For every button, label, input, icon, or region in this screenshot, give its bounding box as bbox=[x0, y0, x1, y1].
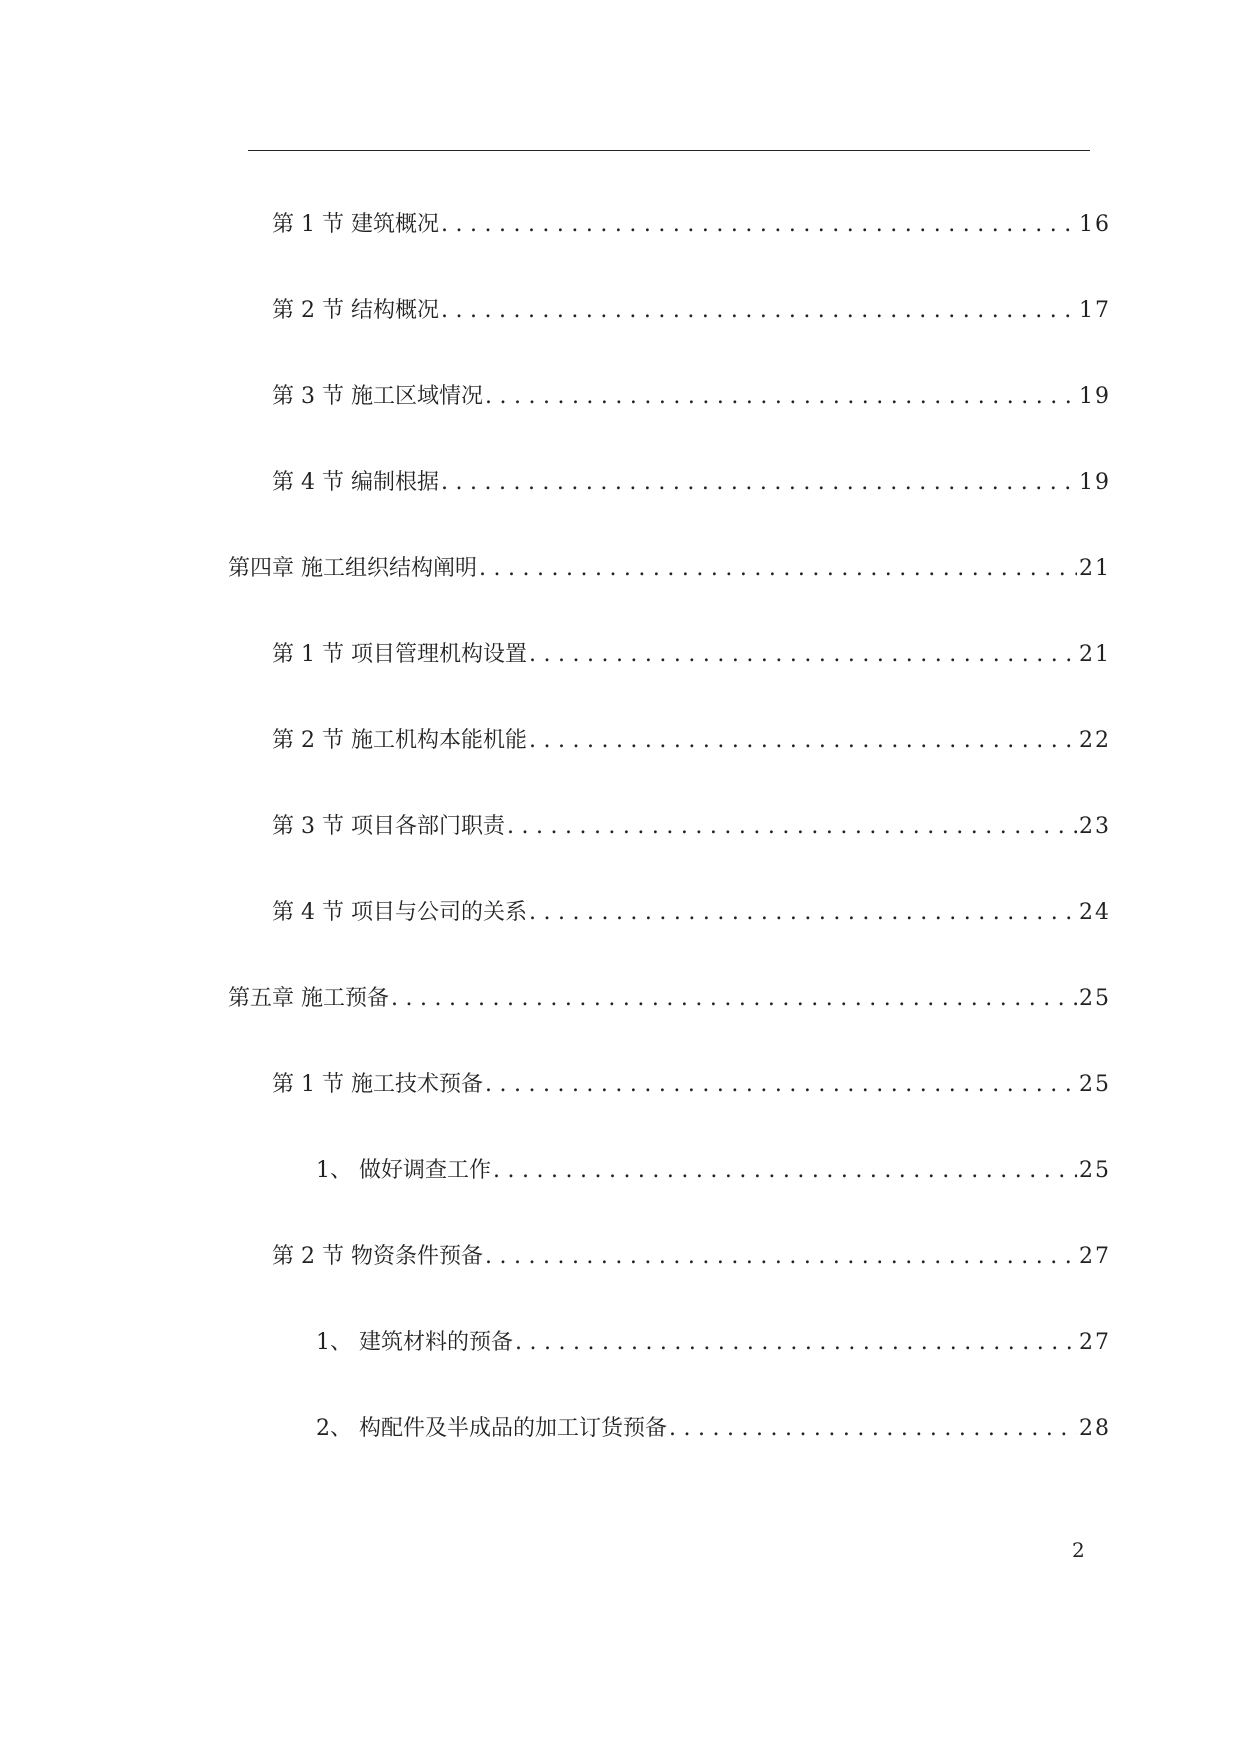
toc-entry-label: 第 4 节 编制根据 bbox=[272, 470, 439, 495]
toc-dot-leader bbox=[441, 205, 1077, 245]
toc-entry-page: 22 bbox=[1079, 728, 1111, 753]
toc-entry-page: 19 bbox=[1079, 470, 1111, 495]
toc-entry[interactable] bbox=[272, 1065, 1111, 1105]
toc-dot-leader bbox=[529, 635, 1077, 675]
toc-entry[interactable] bbox=[272, 635, 1111, 675]
page-number: 2 bbox=[1072, 1538, 1085, 1562]
toc-entry-page: 28 bbox=[1079, 1416, 1111, 1441]
toc-entry[interactable] bbox=[272, 1237, 1111, 1277]
toc-entry-label: 1、 建筑材料的预备 bbox=[316, 1330, 513, 1355]
toc-entry-page: 25 bbox=[1079, 986, 1111, 1011]
toc-entry-page: 21 bbox=[1079, 642, 1111, 667]
toc-entry-page: 17 bbox=[1079, 298, 1111, 323]
toc-dot-leader bbox=[529, 721, 1077, 761]
toc-entry-page: 27 bbox=[1079, 1244, 1111, 1269]
toc-entry-page: 27 bbox=[1079, 1330, 1111, 1355]
toc-dot-leader bbox=[493, 1151, 1077, 1191]
toc-entry-label: 2、 构配件及半成品的加工订货预备 bbox=[316, 1416, 667, 1441]
toc-dot-leader bbox=[441, 291, 1077, 331]
toc-dot-leader bbox=[669, 1409, 1077, 1449]
toc-entry-page: 25 bbox=[1079, 1072, 1111, 1097]
toc-dot-leader bbox=[529, 893, 1077, 933]
toc-entry-page: 25 bbox=[1079, 1158, 1111, 1183]
toc-entry-page: 23 bbox=[1079, 814, 1111, 839]
toc-entry-item[interactable] bbox=[316, 1151, 1111, 1191]
toc-entry-label: 第 3 节 施工区域情况 bbox=[272, 384, 483, 409]
toc-entry-label: 第 2 节 施工机构本能机能 bbox=[272, 728, 527, 753]
toc-entry-label: 第 4 节 项目与公司的关系 bbox=[272, 900, 527, 925]
toc-entry[interactable] bbox=[272, 807, 1111, 847]
toc-entry-page: 19 bbox=[1079, 384, 1111, 409]
toc-dot-leader bbox=[515, 1323, 1077, 1363]
toc-entry[interactable] bbox=[272, 205, 1111, 245]
toc-entry-label: 第 2 节 物资条件预备 bbox=[272, 1244, 483, 1269]
toc-entry-chapter[interactable] bbox=[228, 549, 1111, 589]
toc-entry[interactable] bbox=[272, 377, 1111, 417]
toc-dot-leader bbox=[507, 807, 1077, 847]
toc-entry-page: 16 bbox=[1079, 212, 1111, 237]
toc-dot-leader bbox=[441, 463, 1077, 503]
toc-entry-label: 第 1 节 施工技术预备 bbox=[272, 1072, 483, 1097]
toc-entry-chapter[interactable] bbox=[228, 979, 1111, 1019]
toc-entry[interactable] bbox=[272, 721, 1111, 761]
toc-entry-label: 1、 做好调查工作 bbox=[316, 1158, 491, 1183]
toc-entry-label: 第 2 节 结构概况 bbox=[272, 298, 439, 323]
toc-dot-leader bbox=[485, 1237, 1077, 1277]
toc-dot-leader bbox=[485, 1065, 1077, 1105]
toc-entry-label: 第 3 节 项目各部门职责 bbox=[272, 814, 505, 839]
toc-entry-label: 第 1 节 建筑概况 bbox=[272, 212, 439, 237]
toc-dot-leader bbox=[479, 549, 1077, 589]
toc-entry-item[interactable] bbox=[316, 1323, 1111, 1363]
toc-entry-page: 21 bbox=[1079, 556, 1111, 581]
toc-entry[interactable] bbox=[272, 291, 1111, 331]
toc-entry-page: 24 bbox=[1079, 900, 1111, 925]
toc-entry-label: 第五章 施工预备 bbox=[228, 986, 389, 1011]
toc-entry-label: 第 1 节 项目管理机构设置 bbox=[272, 642, 527, 667]
toc-dot-leader bbox=[485, 377, 1077, 417]
toc-entry[interactable] bbox=[272, 463, 1111, 503]
toc-dot-leader bbox=[391, 979, 1077, 1019]
toc-entry-label: 第四章 施工组织结构阐明 bbox=[228, 556, 477, 581]
toc-entry[interactable] bbox=[272, 893, 1111, 933]
toc-entry-item[interactable] bbox=[316, 1409, 1111, 1449]
